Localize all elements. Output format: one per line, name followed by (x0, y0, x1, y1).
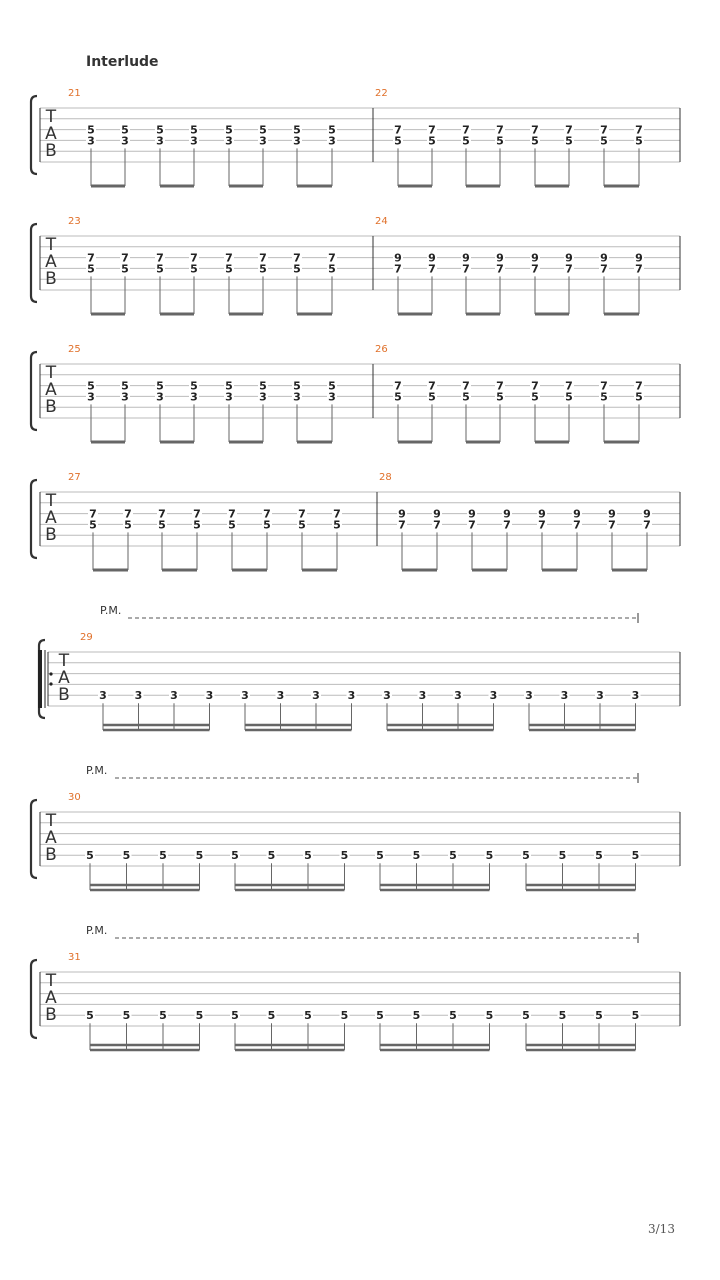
fret-number: 9 (398, 507, 406, 521)
fret-number: 7 (190, 251, 198, 265)
fret-number: 5 (231, 1009, 239, 1023)
fret-number: 7 (433, 518, 441, 532)
fret-number: 7 (635, 123, 643, 137)
fret-number: 5 (193, 518, 201, 532)
fret-number: 9 (394, 251, 402, 265)
measure-number: 23 (68, 216, 81, 227)
fret-number: 9 (433, 507, 441, 521)
fret-number: 7 (462, 262, 470, 276)
fret-number: 5 (190, 262, 198, 276)
fret-number: 5 (595, 1009, 603, 1023)
fret-number: 5 (293, 262, 301, 276)
tab-clef-letter: A (45, 252, 57, 272)
fret-number: 5 (340, 1009, 349, 1023)
fret-number: 3 (293, 390, 301, 404)
fret-number: 5 (156, 379, 164, 393)
fret-number: 7 (89, 507, 97, 521)
fret-number: 7 (87, 251, 95, 265)
fret-number: 5 (449, 849, 457, 863)
fret-number: 7 (565, 379, 573, 393)
fret-number: 5 (565, 134, 573, 148)
fret-number: 7 (428, 123, 436, 137)
tab-clef-letter: T (45, 235, 57, 255)
palm-mute-label: P.M. (86, 764, 108, 777)
fret-number: 5 (190, 123, 198, 137)
fret-number: 5 (122, 1009, 131, 1023)
fret-number: 3 (454, 689, 462, 703)
tab-clef-letter: A (58, 668, 70, 688)
fret-number: 5 (158, 518, 166, 532)
fret-number: 9 (608, 507, 616, 521)
fret-number: 5 (376, 1009, 384, 1023)
fret-number: 5 (121, 379, 129, 393)
fret-number: 7 (394, 379, 402, 393)
tab-clef-letter: A (45, 508, 57, 528)
tab-clef-letter: B (58, 685, 70, 705)
system-bracket (31, 352, 37, 430)
fret-number: 5 (159, 849, 167, 863)
fret-number: 5 (225, 379, 233, 393)
fret-number: 5 (87, 379, 95, 393)
fret-number: 5 (159, 1009, 167, 1023)
fret-number: 5 (225, 123, 233, 137)
fret-number: 5 (496, 390, 504, 404)
measure-number: 27 (68, 472, 81, 483)
fret-number: 5 (565, 390, 573, 404)
fret-number: 7 (608, 518, 616, 532)
tab-system (31, 344, 680, 442)
fret-number: 9 (531, 251, 539, 265)
palm-mute-label: P.M. (86, 924, 108, 937)
fret-number: 3 (156, 390, 164, 404)
tab-system (31, 216, 680, 314)
fret-number: 3 (225, 390, 233, 404)
fret-number: 7 (496, 379, 504, 393)
fret-number: 9 (428, 251, 436, 265)
fret-number: 9 (573, 507, 581, 521)
fret-number: 5 (86, 1009, 94, 1023)
fret-number: 5 (304, 1009, 312, 1023)
fret-number: 5 (298, 518, 306, 532)
fret-number: 3 (134, 689, 143, 703)
fret-number: 3 (328, 134, 336, 148)
tab-clef-letter: B (45, 397, 57, 417)
fret-number: 3 (525, 689, 533, 703)
fret-number: 7 (228, 507, 236, 521)
fret-number: 5 (558, 849, 567, 863)
fret-number: 5 (293, 379, 301, 393)
fret-number: 5 (631, 1009, 640, 1023)
fret-number: 9 (643, 507, 651, 521)
fret-number: 5 (124, 518, 132, 532)
fret-number: 5 (631, 849, 640, 863)
fret-number: 7 (394, 123, 402, 137)
fret-number: 3 (87, 134, 95, 148)
fret-number: 3 (312, 689, 320, 703)
fret-number: 7 (394, 262, 402, 276)
tab-clef-letter: A (45, 828, 57, 848)
tab-clef-letter: T (45, 811, 57, 831)
fret-number: 3 (328, 390, 336, 404)
fret-number: 3 (489, 689, 498, 703)
fret-number: 5 (428, 134, 436, 148)
tab-clef-letter: B (45, 525, 57, 545)
fret-number: 5 (531, 134, 539, 148)
fret-number: 5 (87, 123, 95, 137)
fret-number: 3 (121, 390, 129, 404)
fret-number: 5 (328, 123, 336, 137)
fret-number: 9 (496, 251, 504, 265)
tab-clef-letter: T (45, 491, 57, 511)
fret-number: 7 (225, 251, 233, 265)
measure-number: 22 (375, 88, 388, 99)
fret-number: 5 (231, 849, 239, 863)
measure-number: 24 (375, 216, 388, 227)
fret-number: 9 (538, 507, 546, 521)
fret-number: 5 (195, 849, 204, 863)
fret-number: 5 (462, 134, 470, 148)
fret-number: 7 (531, 379, 539, 393)
fret-number: 5 (496, 134, 504, 148)
fret-number: 7 (600, 123, 608, 137)
tab-clef-letter: B (45, 269, 57, 289)
fret-number: 5 (121, 262, 129, 276)
fret-number: 3 (276, 689, 285, 703)
fret-number: 7 (193, 507, 201, 521)
fret-number: 5 (293, 123, 301, 137)
fret-number: 5 (195, 1009, 204, 1023)
fret-number: 5 (412, 1009, 421, 1023)
tab-system (38, 604, 680, 730)
fret-number: 7 (531, 123, 539, 137)
fret-number: 5 (600, 134, 608, 148)
tab-system (31, 88, 680, 186)
repeat-thick-bar (38, 650, 42, 708)
tab-system (31, 764, 680, 890)
system-bracket (31, 480, 37, 558)
fret-number: 7 (635, 379, 643, 393)
fret-number: 5 (86, 849, 94, 863)
fret-number: 5 (522, 849, 530, 863)
fret-number: 5 (340, 849, 349, 863)
section-title: Interlude (86, 54, 159, 70)
fret-number: 7 (124, 507, 132, 521)
fret-number: 9 (565, 251, 573, 265)
fret-number: 5 (428, 390, 436, 404)
fret-number: 3 (418, 689, 427, 703)
fret-number: 5 (156, 123, 164, 137)
fret-number: 5 (259, 262, 267, 276)
fret-number: 7 (468, 518, 476, 532)
tab-system (31, 472, 680, 570)
fret-number: 5 (595, 849, 603, 863)
fret-number: 5 (228, 518, 236, 532)
fret-number: 7 (293, 251, 301, 265)
fret-number: 5 (522, 1009, 530, 1023)
fret-number: 5 (121, 123, 129, 137)
tab-clef-letter: B (45, 845, 57, 865)
tab-clef-letter: T (58, 651, 70, 671)
fret-number: 7 (158, 507, 166, 521)
fret-number: 7 (398, 518, 406, 532)
fret-number: 3 (156, 134, 164, 148)
fret-number: 7 (565, 262, 573, 276)
fret-number: 5 (635, 390, 643, 404)
fret-number: 7 (496, 123, 504, 137)
measure-number: 30 (68, 792, 81, 803)
fret-number: 7 (496, 262, 504, 276)
repeat-dot (49, 672, 52, 675)
tab-clef-letter: T (45, 107, 57, 127)
fret-number: 5 (89, 518, 97, 532)
fret-number: 3 (241, 689, 249, 703)
fret-number: 7 (600, 262, 608, 276)
fret-number: 3 (259, 134, 267, 148)
system-bracket (31, 224, 37, 302)
system-bracket (31, 96, 37, 174)
fret-number: 7 (635, 262, 643, 276)
fret-number: 3 (170, 689, 178, 703)
system-bracket (31, 800, 37, 878)
fret-number: 5 (267, 1009, 276, 1023)
tab-clef-letter: T (45, 971, 57, 991)
fret-number: 3 (560, 689, 569, 703)
fret-number: 5 (122, 849, 131, 863)
tab-clef-letter: A (45, 124, 57, 144)
fret-number: 3 (99, 689, 107, 703)
fret-number: 5 (600, 390, 608, 404)
measure-number: 26 (375, 344, 388, 355)
fret-number: 3 (87, 390, 95, 404)
page-number: 3/13 (648, 1222, 675, 1236)
tab-clef-letter: T (45, 363, 57, 383)
fret-number: 5 (376, 849, 384, 863)
fret-number: 5 (394, 134, 402, 148)
fret-number: 3 (631, 689, 640, 703)
fret-number: 5 (87, 262, 95, 276)
fret-number: 5 (328, 262, 336, 276)
fret-number: 3 (190, 134, 198, 148)
fret-number: 3 (190, 390, 198, 404)
fret-number: 9 (635, 251, 643, 265)
fret-number: 5 (156, 262, 164, 276)
fret-number: 7 (259, 251, 267, 265)
fret-number: 7 (573, 518, 581, 532)
fret-number: 3 (347, 689, 356, 703)
fret-number: 3 (293, 134, 301, 148)
measure-number: 29 (80, 632, 93, 643)
fret-number: 9 (600, 251, 608, 265)
fret-number: 9 (462, 251, 470, 265)
fret-number: 7 (565, 123, 573, 137)
fret-number: 5 (190, 379, 198, 393)
fret-number: 3 (205, 689, 214, 703)
measure-number: 21 (68, 88, 81, 99)
fret-number: 3 (596, 689, 604, 703)
fret-number: 5 (259, 123, 267, 137)
fret-number: 7 (328, 251, 336, 265)
fret-number: 9 (503, 507, 511, 521)
palm-mute-label: P.M. (100, 604, 122, 617)
fret-number: 5 (267, 849, 276, 863)
tab-clef-letter: A (45, 380, 57, 400)
fret-number: 7 (600, 379, 608, 393)
fret-number: 7 (156, 251, 164, 265)
fret-number: 5 (485, 1009, 494, 1023)
fret-number: 9 (468, 507, 476, 521)
measure-number: 31 (68, 952, 81, 963)
fret-number: 7 (428, 262, 436, 276)
fret-number: 7 (643, 518, 651, 532)
fret-number: 7 (263, 507, 271, 521)
fret-number: 5 (531, 390, 539, 404)
fret-number: 3 (121, 134, 129, 148)
fret-number: 5 (449, 1009, 457, 1023)
fret-number: 5 (333, 518, 341, 532)
fret-number: 5 (558, 1009, 567, 1023)
fret-number: 5 (462, 390, 470, 404)
fret-number: 5 (394, 390, 402, 404)
repeat-dot (49, 682, 52, 685)
fret-number: 7 (462, 123, 470, 137)
fret-number: 5 (635, 134, 643, 148)
fret-number: 5 (225, 262, 233, 276)
tab-clef-letter: B (45, 141, 57, 161)
tab-system (31, 924, 680, 1050)
fret-number: 7 (333, 507, 341, 521)
fret-number: 7 (531, 262, 539, 276)
fret-number: 5 (412, 849, 421, 863)
fret-number: 5 (485, 849, 494, 863)
system-bracket (31, 960, 37, 1038)
tab-clef-letter: B (45, 1005, 57, 1025)
fret-number: 3 (383, 689, 391, 703)
fret-number: 7 (428, 379, 436, 393)
tab-clef-letter: A (45, 988, 57, 1008)
fret-number: 7 (503, 518, 511, 532)
fret-number: 7 (298, 507, 306, 521)
fret-number: 5 (328, 379, 336, 393)
fret-number: 3 (259, 390, 267, 404)
fret-number: 5 (263, 518, 271, 532)
measure-number: 25 (68, 344, 81, 355)
fret-number: 7 (462, 379, 470, 393)
measure-number: 28 (379, 472, 392, 483)
fret-number: 5 (304, 849, 312, 863)
fret-number: 3 (225, 134, 233, 148)
fret-number: 7 (538, 518, 546, 532)
fret-number: 5 (259, 379, 267, 393)
fret-number: 7 (121, 251, 129, 265)
